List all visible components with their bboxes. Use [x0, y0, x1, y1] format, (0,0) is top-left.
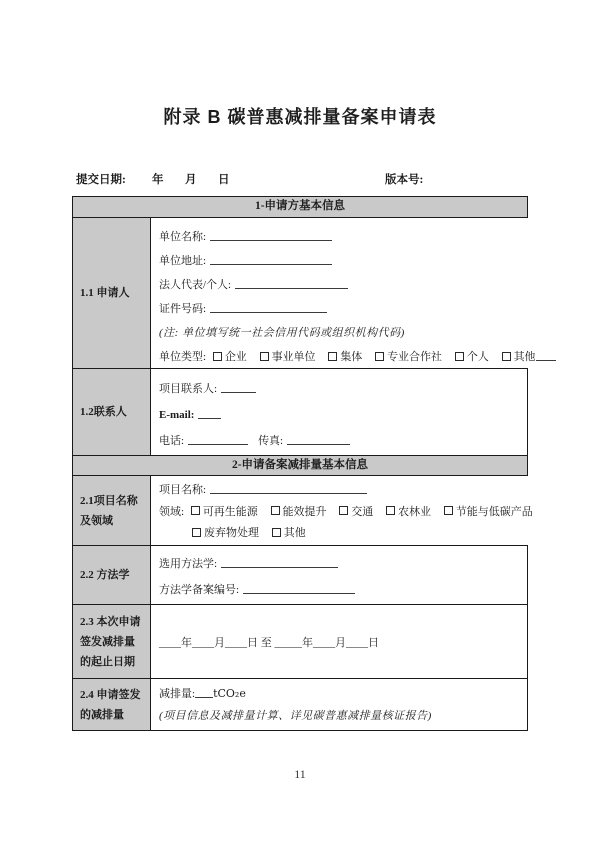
legal-representative-blank-line [235, 277, 348, 289]
checkbox-icon [272, 528, 281, 537]
verification-report-note: (项目信息及减排量计算、详见碳普惠减排量核证报告) [159, 710, 432, 722]
fax-blank-line [287, 433, 350, 445]
checkbox-icon [191, 506, 200, 515]
row-2-4-label: 2.4 申请签发 的减排量 [73, 679, 151, 730]
methodology-field: 选用方法学: [159, 551, 521, 577]
field-option-transport: 交通 [339, 506, 373, 518]
checkbox-icon [271, 506, 280, 515]
methodology-blank-line [221, 556, 338, 568]
unit-address-blank-line [210, 253, 332, 265]
checkbox-icon [375, 352, 384, 361]
project-name-field: 项目名称: [159, 480, 533, 502]
row-2-1-project-name-field [73, 475, 533, 545]
email-blank-line [198, 407, 221, 419]
id-number-blank-line [210, 301, 327, 313]
checkbox-icon [328, 352, 337, 361]
month-label: 月 [185, 174, 197, 186]
project-contact-blank-line [221, 381, 256, 393]
checkbox-icon [386, 506, 395, 515]
unit-type-label: 单位类型: [159, 351, 207, 363]
checkbox-icon [502, 352, 511, 361]
meta-row [72, 171, 528, 187]
field-option-efficiency: 能效提升 [271, 506, 327, 518]
field-options-line-1 [159, 502, 533, 524]
project-contact-field: 项目联系人: [159, 376, 521, 402]
field-option-other: 其他 [272, 527, 306, 539]
field-option-waste: 废弃物处理 [192, 527, 259, 539]
checkbox-icon [260, 352, 269, 361]
unit-name-field: 单位名称: [159, 225, 556, 249]
submit-date-label: 提交日期: [76, 174, 126, 186]
application-form-table [72, 196, 536, 731]
page-title: 附录 B 碳普惠减排量备案申请表 [163, 107, 437, 127]
page-number: 11 [294, 767, 306, 781]
field-option-renewable: 可再生能源 [191, 506, 258, 518]
year-label: 年 [152, 174, 164, 186]
unit-type-option-individual: 个人 [455, 351, 489, 363]
row-1-2-label: 1.2联系人 [73, 369, 151, 455]
unit-type-option-cooperative: 专业合作社 [375, 351, 442, 363]
row-1-1-applicant [73, 217, 536, 368]
section-2-header: 2-申请备案减排量基本信息 [73, 455, 527, 475]
field-option-agroforestry: 农林业 [386, 506, 431, 518]
unit-type-option-institution: 事业单位 [260, 351, 316, 363]
row-2-3-crediting-period [73, 604, 527, 678]
project-name-blank-line [210, 482, 367, 494]
methodology-record-no-blank-line [243, 582, 355, 594]
day-label: 日 [218, 174, 230, 186]
version-label: 版本号: [385, 174, 424, 186]
row-1-2-contact [73, 368, 527, 455]
unit-type-field [159, 345, 556, 369]
field-label: 领域: [159, 505, 185, 518]
row-2-3-label: 2.3 本次申请 签发减排量 的起止日期 [73, 605, 151, 678]
methodology-record-no-field: 方法学备案编号: [159, 577, 521, 603]
unit-type-option-enterprise: 企业 [213, 351, 247, 363]
email-field: E-mail: [159, 402, 521, 428]
unit-name-blank-line [210, 229, 332, 241]
reduction-amount-field: 减排量: tCO₂e [159, 687, 246, 700]
section-1-header: 1-申请方基本信息 [73, 197, 527, 217]
field-option-lowcarbon-products: 节能与低碳产品 [444, 506, 533, 518]
unit-type-option-collective: 集体 [328, 351, 362, 363]
row-2-2-methodology [73, 545, 527, 604]
row-2-2-label: 2.2 方法学 [73, 546, 151, 604]
unit-type-option-other: 其他 [502, 351, 556, 363]
checkbox-icon [444, 506, 453, 515]
row-2-4-reduction-amount [73, 678, 527, 730]
phone-fax-field: 电话: 传真: [159, 428, 521, 454]
checkbox-icon [339, 506, 348, 515]
checkbox-icon [192, 528, 201, 537]
checkbox-icon [213, 352, 222, 361]
reduction-unit: tCO₂e [213, 687, 246, 700]
row-2-1-label: 2.1项目名称 及领域 [73, 476, 151, 545]
date-range-field: ____年____月____日 至 _____年____月____日 [159, 636, 379, 649]
other-blank-line [536, 349, 556, 361]
phone-blank-line [188, 433, 248, 445]
unit-address-field: 单位地址: [159, 249, 556, 273]
legal-representative-field: 法人代表/个人: [159, 273, 556, 297]
checkbox-icon [455, 352, 464, 361]
field-options-line-2 [192, 523, 533, 545]
row-1-1-label: 1.1 申请人 [73, 218, 151, 368]
reduction-blank-line [195, 686, 213, 698]
credit-code-note: (注: 单位填写统一社会信用代码或组织机构代码) [159, 327, 405, 339]
id-number-field: 证件号码: [159, 297, 556, 321]
